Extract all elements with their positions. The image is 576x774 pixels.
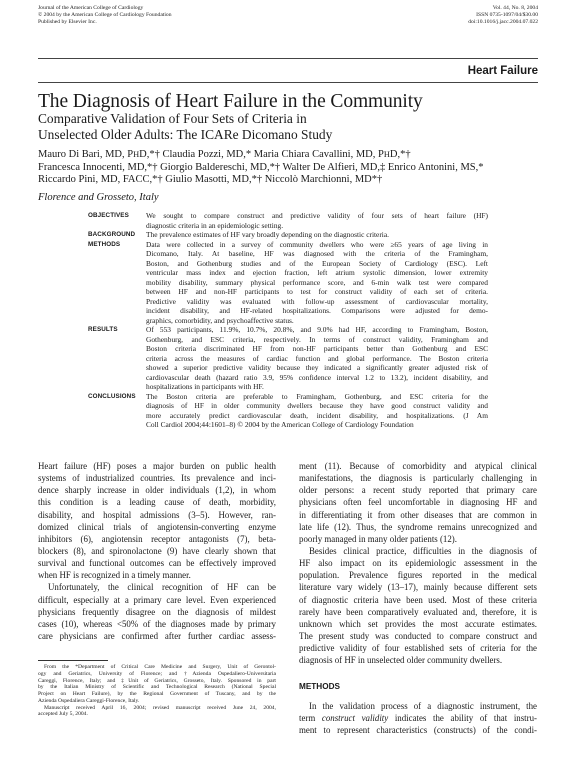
body-text-line: cases (10), whereas <50% of the diagnoses made by primary: [38, 618, 276, 629]
methods-body: [299, 700, 537, 736]
body-text-line: physicians frequently disagree on the diagnosis of mildest: [38, 606, 276, 617]
body-text-line: older persons: a recent study reported that primary care: [299, 485, 537, 496]
abstract-text-line: hospitalizations in participants with HF.: [146, 382, 264, 391]
body-text-line: care physicians are confirmed after further cardiac assess-: [38, 630, 276, 641]
body-column-right: [299, 460, 537, 666]
subtitle-line: Unselected Older Adults: The ICARe Dicomano Study: [38, 127, 333, 142]
footnote: [38, 664, 276, 718]
body-text-line: disability, and hospital admissions (3–5). However, ran-: [38, 509, 276, 520]
abstract-label: BACKGROUND: [88, 231, 136, 238]
methods-text-line: term construct validity indicates the ability of that instru-: [299, 713, 537, 724]
body-text-line: systems of industrialized countries. Its prevalence and inci-: [38, 473, 276, 484]
body-text-line: survival and functional outcomes can be effectively improved: [38, 558, 276, 569]
abstract-text-line: The Boston criteria are preferable to Framingham, Gothenburg, and ESC criteria for the: [146, 391, 488, 401]
abstract-text-line: diagnostic criteria in an epidemiologic setting.: [146, 220, 284, 230]
author-line: Riccardo Pini, MD, FACC,*† Giulio Masotti, MD,*† Niccolò Marchionni, MD*†: [38, 174, 383, 185]
abstract-text-line: criteria across the measures of cardiac function and global performance. The Boston criteria: [146, 353, 488, 363]
abstract-text-line: mobility disability, summary physical performance score, and 6-min walk test were compared: [146, 277, 488, 287]
footnote-line: From the *Department of Critical Care Medicine and Surgery, Unit of Gerontol-: [44, 664, 276, 670]
journal-header-right: [468, 5, 538, 25]
article-subtitle: [38, 111, 538, 143]
header-divider: [38, 58, 538, 59]
abstract-text-line: diagnosis of HF in older community dwellers because they have good construct validity and: [146, 401, 488, 410]
section-label: Heart Failure: [467, 65, 538, 77]
abstract-text-line: incident disability, and HF-related hospitalizations. Comparisons were adjusted for demo-: [146, 306, 488, 315]
journal-name: Journal of the American College of Cardiology: [38, 5, 144, 11]
abstract-text-line: The prevalence estimates of HF vary broadly depending on the diagnostic criteria.: [146, 230, 389, 239]
body-text-line: The present study was conducted to compare construct and: [299, 630, 537, 641]
abstract-section-results: [88, 325, 488, 392]
abstract-text-line: Boston criteria discriminated HF from non-HF participants better than Gothenburg and ESC: [146, 344, 488, 353]
body-text-line: HF also impact on its epidemiologic assessment in the: [299, 558, 537, 569]
body-column-left: [38, 460, 276, 642]
abstract-label: OBJECTIVES: [88, 212, 129, 219]
abstract-label: CONCLUSIONS: [88, 392, 136, 400]
abstract-label: METHODS: [88, 240, 121, 248]
abstract: [88, 211, 488, 430]
author-list: [38, 149, 543, 187]
body-text-line: literature vary widely (13–17), mainly because different sets: [299, 582, 537, 593]
body-text-line: blockers (8), and spironolactone (9) have clearly shown that: [38, 545, 276, 556]
article-title: The Diagnosis of Heart Failure in the Community: [38, 91, 423, 112]
body-text-line: difficult, especially at a primary care level. Even experienced: [38, 594, 276, 605]
author-location: Florence and Grosseto, Italy: [38, 192, 159, 203]
issn-line: ISSN 0735-1097/04/$30.00: [476, 11, 538, 18]
body-text-line: in differentiating it from other diseases that are common in: [299, 509, 537, 520]
body-text-line: physicians often feel uncomfortable in diagnosing HF and: [299, 497, 537, 508]
abstract-text-line: Data were collected in a survey of community dwellers who were ≥65 years of age living in: [146, 239, 488, 249]
abstract-text-line: graphics, comorbidity, and psychoaffective status.: [146, 315, 294, 325]
footnote-divider: [38, 660, 108, 661]
body-text-line: late life (12). Thus, the syndrome remains unrecognized and: [299, 521, 537, 532]
footnote-line: ogy and Geriatrics, University of Florence; and †Azienda Ospedaliero-Universitaria: [38, 670, 276, 677]
subtitle-line: Comparative Validation of Four Sets of Criteria in: [38, 111, 307, 126]
footnote-line: Azienda Ospedaliera Careggi-Florence, Italy.: [38, 697, 140, 704]
publisher-line: Published by Elsevier Inc.: [38, 18, 97, 25]
abstract-text-line: Of 553 participants, 11.9%, 10.7%, 20.8%, and 9.0% had HF, according to Framingham, Boston,: [146, 325, 488, 334]
journal-header-left: [38, 5, 172, 25]
body-text-line: predictive validity of four established sets of criteria for the: [299, 643, 537, 654]
author-line: Francesca Innocenti, MD,*† Giorgio Baldereschi, MD,*† Walter De Alfieri, MD,‡ Enrico Antonini, MS,*: [38, 161, 484, 173]
footnote-line: Manuscript received April 16, 2004; revised manuscript received June 24, 2004,: [44, 704, 276, 711]
body-text-line: poorly managed in many older patients (12).: [299, 533, 457, 544]
body-text-line: this condition is a leading cause of death, morbidity,: [38, 497, 276, 508]
body-text-line: manifestations, the diagnosis is particularly challenging in: [299, 473, 537, 484]
body-text-line: Unfortunately, the clinical recognition of HF can be: [48, 582, 276, 593]
volume-line: Vol. 44, No. 8, 2004: [492, 5, 538, 11]
abstract-section-objectives: [88, 211, 488, 230]
abstract-text-line: showed a superior predictive validity because they indicated a significantly greater adjusted risk of: [146, 363, 488, 372]
body-text-line: population. Prevalence figures reported in the medical: [299, 570, 537, 581]
abstract-section-methods: [88, 240, 488, 326]
body-text-line: Heart failure (HF) poses a major burden on public health: [38, 461, 276, 471]
footnote-line: Project on Heart Failure), by the Regional Government of Tuscany, and by the: [38, 691, 276, 697]
body-text-line: rarely have been comparatively evaluated and, therefore, it is: [299, 606, 537, 617]
abstract-text-line: cardiovascular death (hazard ratio 3.9, 95% confidence interval 1.2 to 13.2), incident disability, and: [146, 372, 488, 382]
abstract-text-line: Boston, and Gothenburg studies and of the European Society of Cardiology (ESC). Left: [146, 258, 488, 268]
abstract-text-line: Coll Cardiol 2004;44:1601–8) © 2004 by the American College of Cardiology Foundation: [146, 420, 414, 429]
abstract-section-background: [88, 230, 488, 240]
body-text-line: inhibitors (6), angiotensin receptor antagonists (7), beta-: [38, 533, 276, 544]
body-text-line: dence sharply increase in older individuals (1,2), in whom: [38, 485, 276, 496]
abstract-text-line: ventricular mass index and ejection fraction, left atrium systolic dimension, lower extremity: [146, 268, 488, 277]
footnote-line: accepted July 5, 2004.: [38, 711, 88, 718]
body-text-line: of diagnostic criteria have been used. Most of these criteria: [299, 594, 537, 605]
abstract-text-line: Dicomano, Italy. At baseline, HF was diagnosed with the criteria of the Framingham,: [146, 249, 488, 258]
body-text-line: Besides clinical practice, difficulties in the diagnosis of: [309, 545, 537, 556]
body-text-line: when HF is recognized in a timely manner.: [38, 570, 191, 581]
copyright-line: © 2004 by the American College of Cardiology Foundation: [38, 11, 172, 18]
abstract-text-line: Predictive validity was evaluated with follow-up assessment of cardiovascular mortality,: [146, 296, 488, 306]
footnote-line: by the Italian Ministry of Scientific and Technological Research (National Special: [38, 684, 276, 691]
doi-line: doi:10.1016/j.jacc.2004.07.022: [468, 18, 538, 25]
section-divider: [38, 82, 538, 83]
abstract-text-line: between HF and non-HF participants to test for construct validity of each set of criteria.: [146, 287, 488, 296]
abstract-text-line: Gothenburg, and ESC criteria, respectively. In terms of construct validity, Framingham and: [146, 334, 488, 344]
body-text-line: domized clinical trials of angiotensin-converting enzyme: [38, 521, 276, 532]
abstract-text-line: We sought to compare construct and predictive validity of four sets of heart failure (HF): [146, 211, 488, 220]
methods-heading: METHODS: [299, 682, 340, 691]
abstract-text-line: more accurately predict cardiovascular death, incident disability, and hospitalizations. (J Am: [146, 410, 488, 420]
methods-text-line: In the validation process of a diagnostic instrument, the: [309, 701, 537, 711]
body-text-line: ment (11). Because of comorbidity and atypical clinical: [299, 461, 537, 471]
abstract-section-conclusions: [88, 392, 488, 430]
author-line: Mauro Di Bari, MD, PHD,*† Claudia Pozzi, MD,* Maria Chiara Cavallini, MD, PHD,*†: [38, 149, 411, 160]
abstract-label: RESULTS: [88, 326, 118, 333]
body-text-line: diagnosis of HF in unselected older community dwellers.: [299, 655, 503, 666]
methods-text-line: ment to represent characteristics (constructs) of the condi-: [299, 725, 537, 736]
body-text-line: unknown which set provides the most accurate estimates.: [299, 618, 537, 629]
footnote-line: Careggi, Florence, Italy; and ‡Unit of Geriatrics, Grosseto, Italy. Sponsored in part: [38, 677, 276, 684]
